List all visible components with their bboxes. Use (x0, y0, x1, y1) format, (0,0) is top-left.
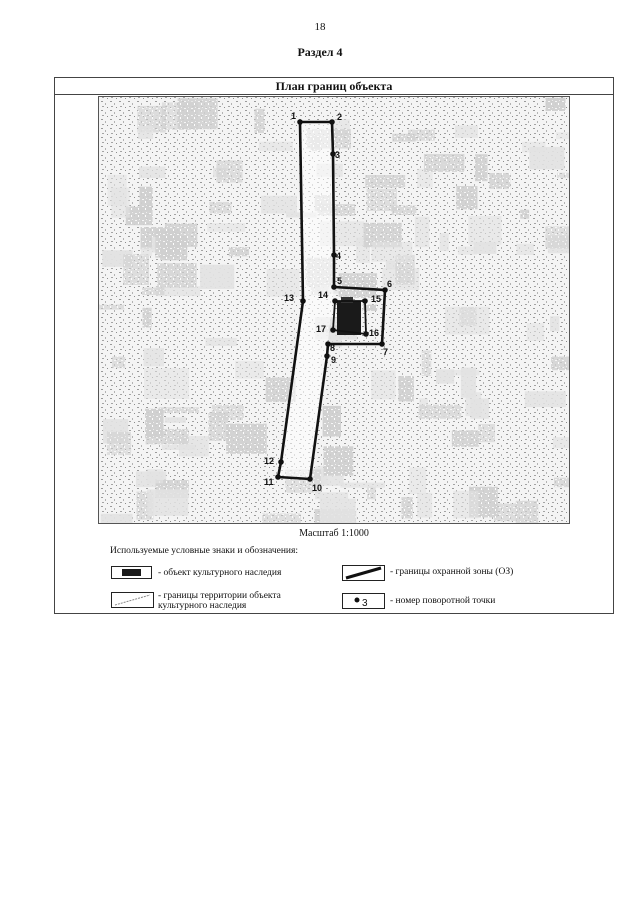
turning-point-label: 1 (291, 111, 297, 121)
turning-point-label: 3 (335, 150, 341, 160)
turning-point-marker (300, 298, 306, 304)
terrain-patch (452, 430, 479, 447)
legend-heritage-label: - объект культурного наследия (158, 568, 282, 578)
turning-point-label: 14 (318, 290, 329, 300)
terrain-patch (436, 369, 454, 383)
heritage-object-symbol (122, 569, 141, 576)
turning-point-label: 11 (264, 477, 274, 487)
terrain-patch (392, 205, 417, 215)
terrain-patch (324, 446, 354, 475)
turning-point-marker (278, 459, 284, 465)
terrain-patch (468, 216, 501, 245)
legend-territory-label: - границы территории объекта культурного наследия (158, 591, 281, 611)
terrain-patch (261, 196, 297, 214)
turning-point-label: 4 (336, 251, 342, 261)
turning-point-marker (330, 327, 336, 333)
terrain-patch (147, 469, 164, 483)
terrain-patch (165, 417, 186, 423)
terrain-patch (556, 132, 569, 139)
terrain-patch (141, 247, 152, 256)
terrain-patch (207, 223, 245, 232)
terrain-patch (371, 370, 395, 399)
terrain-patch (229, 247, 249, 256)
terrain-patch (212, 405, 244, 420)
terrain-patch (206, 338, 237, 346)
terrain-patch (516, 501, 539, 523)
terrain-patch (107, 432, 131, 455)
legend-territory-swatch (111, 592, 154, 608)
legend-zone-label: - границы охранной зоны (ОЗ) (390, 567, 514, 577)
turning-point-label: 15 (371, 294, 382, 304)
turning-point-marker (297, 119, 303, 125)
terrain-patch (315, 492, 348, 499)
terrain-patch (209, 202, 231, 214)
heritage-object (337, 301, 361, 335)
terrain-patch (424, 154, 465, 172)
turning-point-marker (362, 298, 368, 304)
terrain-patch (478, 424, 495, 442)
turning-point-label: 2 (337, 112, 343, 122)
turning-point-marker (307, 476, 313, 482)
terrain-patch (323, 406, 341, 437)
turning-point-marker (379, 341, 385, 347)
aerial-map (98, 96, 570, 524)
terrain-patch (159, 407, 199, 413)
terrain-patch (546, 98, 566, 111)
terrain-patch (461, 368, 476, 398)
terrain-patch (527, 323, 544, 341)
terrain-patch (216, 160, 242, 182)
scale-label: Масштаб 1:1000 (299, 528, 369, 539)
terrain-patch (111, 188, 129, 218)
turning-point-marker (331, 284, 337, 290)
plan-title: План границ объекта (55, 78, 613, 95)
terrain-patch (458, 247, 477, 255)
terrain-patch (320, 499, 356, 523)
terrain-patch (99, 305, 124, 310)
turning-point-label: 17 (316, 324, 327, 334)
terrain-patch (162, 102, 198, 130)
terrain-patch (146, 429, 189, 445)
terrain-patch (554, 478, 569, 488)
turning-point-label: 12 (264, 456, 275, 466)
terrain-patch (144, 368, 189, 399)
terrain-patch (367, 486, 376, 499)
terrain-patch (254, 109, 264, 133)
terrain-patch (529, 147, 564, 170)
turning-point-marker (324, 353, 330, 359)
terrain-patch (142, 288, 164, 295)
legend-zone-swatch (342, 565, 385, 581)
terrain-patch (489, 173, 510, 189)
page-number: 18 (314, 21, 326, 33)
turning-point-label: 10 (312, 483, 323, 493)
terrain-patch (445, 307, 489, 335)
terrain-patch (126, 206, 153, 225)
terrain-patch (550, 316, 559, 331)
terrain-patch (235, 361, 264, 379)
terrain-patch (262, 513, 301, 523)
terrain-patch (144, 348, 165, 366)
terrain-patch (392, 134, 415, 142)
terrain-patch (139, 167, 165, 179)
turning-point-label: 7 (383, 347, 389, 357)
terrain-patch (417, 493, 432, 518)
terrain-patch (200, 265, 234, 289)
terrain-patch (455, 125, 478, 137)
turning-point-sample-label: 3 (362, 598, 368, 608)
terrain-patch (401, 497, 412, 518)
legend-point-label: - номер поворотной точки (390, 596, 496, 606)
protection-zone-symbol (343, 566, 384, 580)
terrain-patch (123, 254, 149, 285)
turning-point-symbol (343, 594, 384, 608)
terrain-patch (409, 467, 426, 494)
terrain-patch (553, 437, 569, 448)
terrain-patch (101, 514, 133, 523)
turning-point-label: 9 (331, 355, 337, 365)
terrain-patch (340, 483, 385, 488)
section-title: Раздел 4 (297, 45, 343, 59)
turning-point-label: 8 (330, 343, 336, 353)
terrain-patch (419, 405, 462, 419)
terrain-patch (415, 217, 430, 248)
terrain-patch (551, 357, 569, 371)
terrain-patch (165, 224, 197, 247)
legend-title: Используемые условные знаки и обозначения: (110, 546, 299, 556)
terrain-patch (520, 210, 529, 219)
terrain-patch (259, 142, 293, 152)
map-svg (99, 97, 569, 523)
terrain-patch (365, 175, 405, 188)
turning-point-marker (329, 119, 335, 125)
turning-point-marker (363, 331, 369, 337)
turning-point-marker (275, 474, 281, 480)
terrain-patch (453, 491, 478, 519)
turning-point-label: 13 (284, 293, 295, 303)
terrain-patch (494, 503, 517, 521)
terrain-patch (422, 351, 432, 377)
turning-point-label: 6 (387, 279, 393, 289)
terrain-patch (162, 445, 195, 450)
terrain-patch (475, 154, 488, 181)
turning-point-label: 5 (337, 276, 343, 286)
heritage-object-annex (341, 297, 353, 303)
terrain-patch (525, 391, 566, 407)
terrain-patch (372, 242, 413, 262)
terrain-patch (557, 173, 569, 178)
terrain-patch (517, 244, 534, 255)
terrain-patch (440, 233, 449, 251)
terrain-patch (398, 376, 413, 402)
turning-point-marker (332, 298, 338, 304)
terrain-patch (157, 263, 196, 287)
terrain-patch (143, 308, 152, 328)
legend-heritage-swatch (111, 566, 152, 579)
terrain-patch (226, 424, 267, 454)
terrain-patch (112, 357, 125, 369)
legend-point-swatch (342, 593, 385, 609)
terrain-patch (138, 126, 153, 139)
terrain-patch (147, 489, 188, 515)
terrain-patch (456, 186, 477, 209)
turning-point-label: 16 (369, 328, 380, 338)
territory-boundary-symbol (112, 593, 153, 607)
terrain-patch (545, 226, 569, 248)
